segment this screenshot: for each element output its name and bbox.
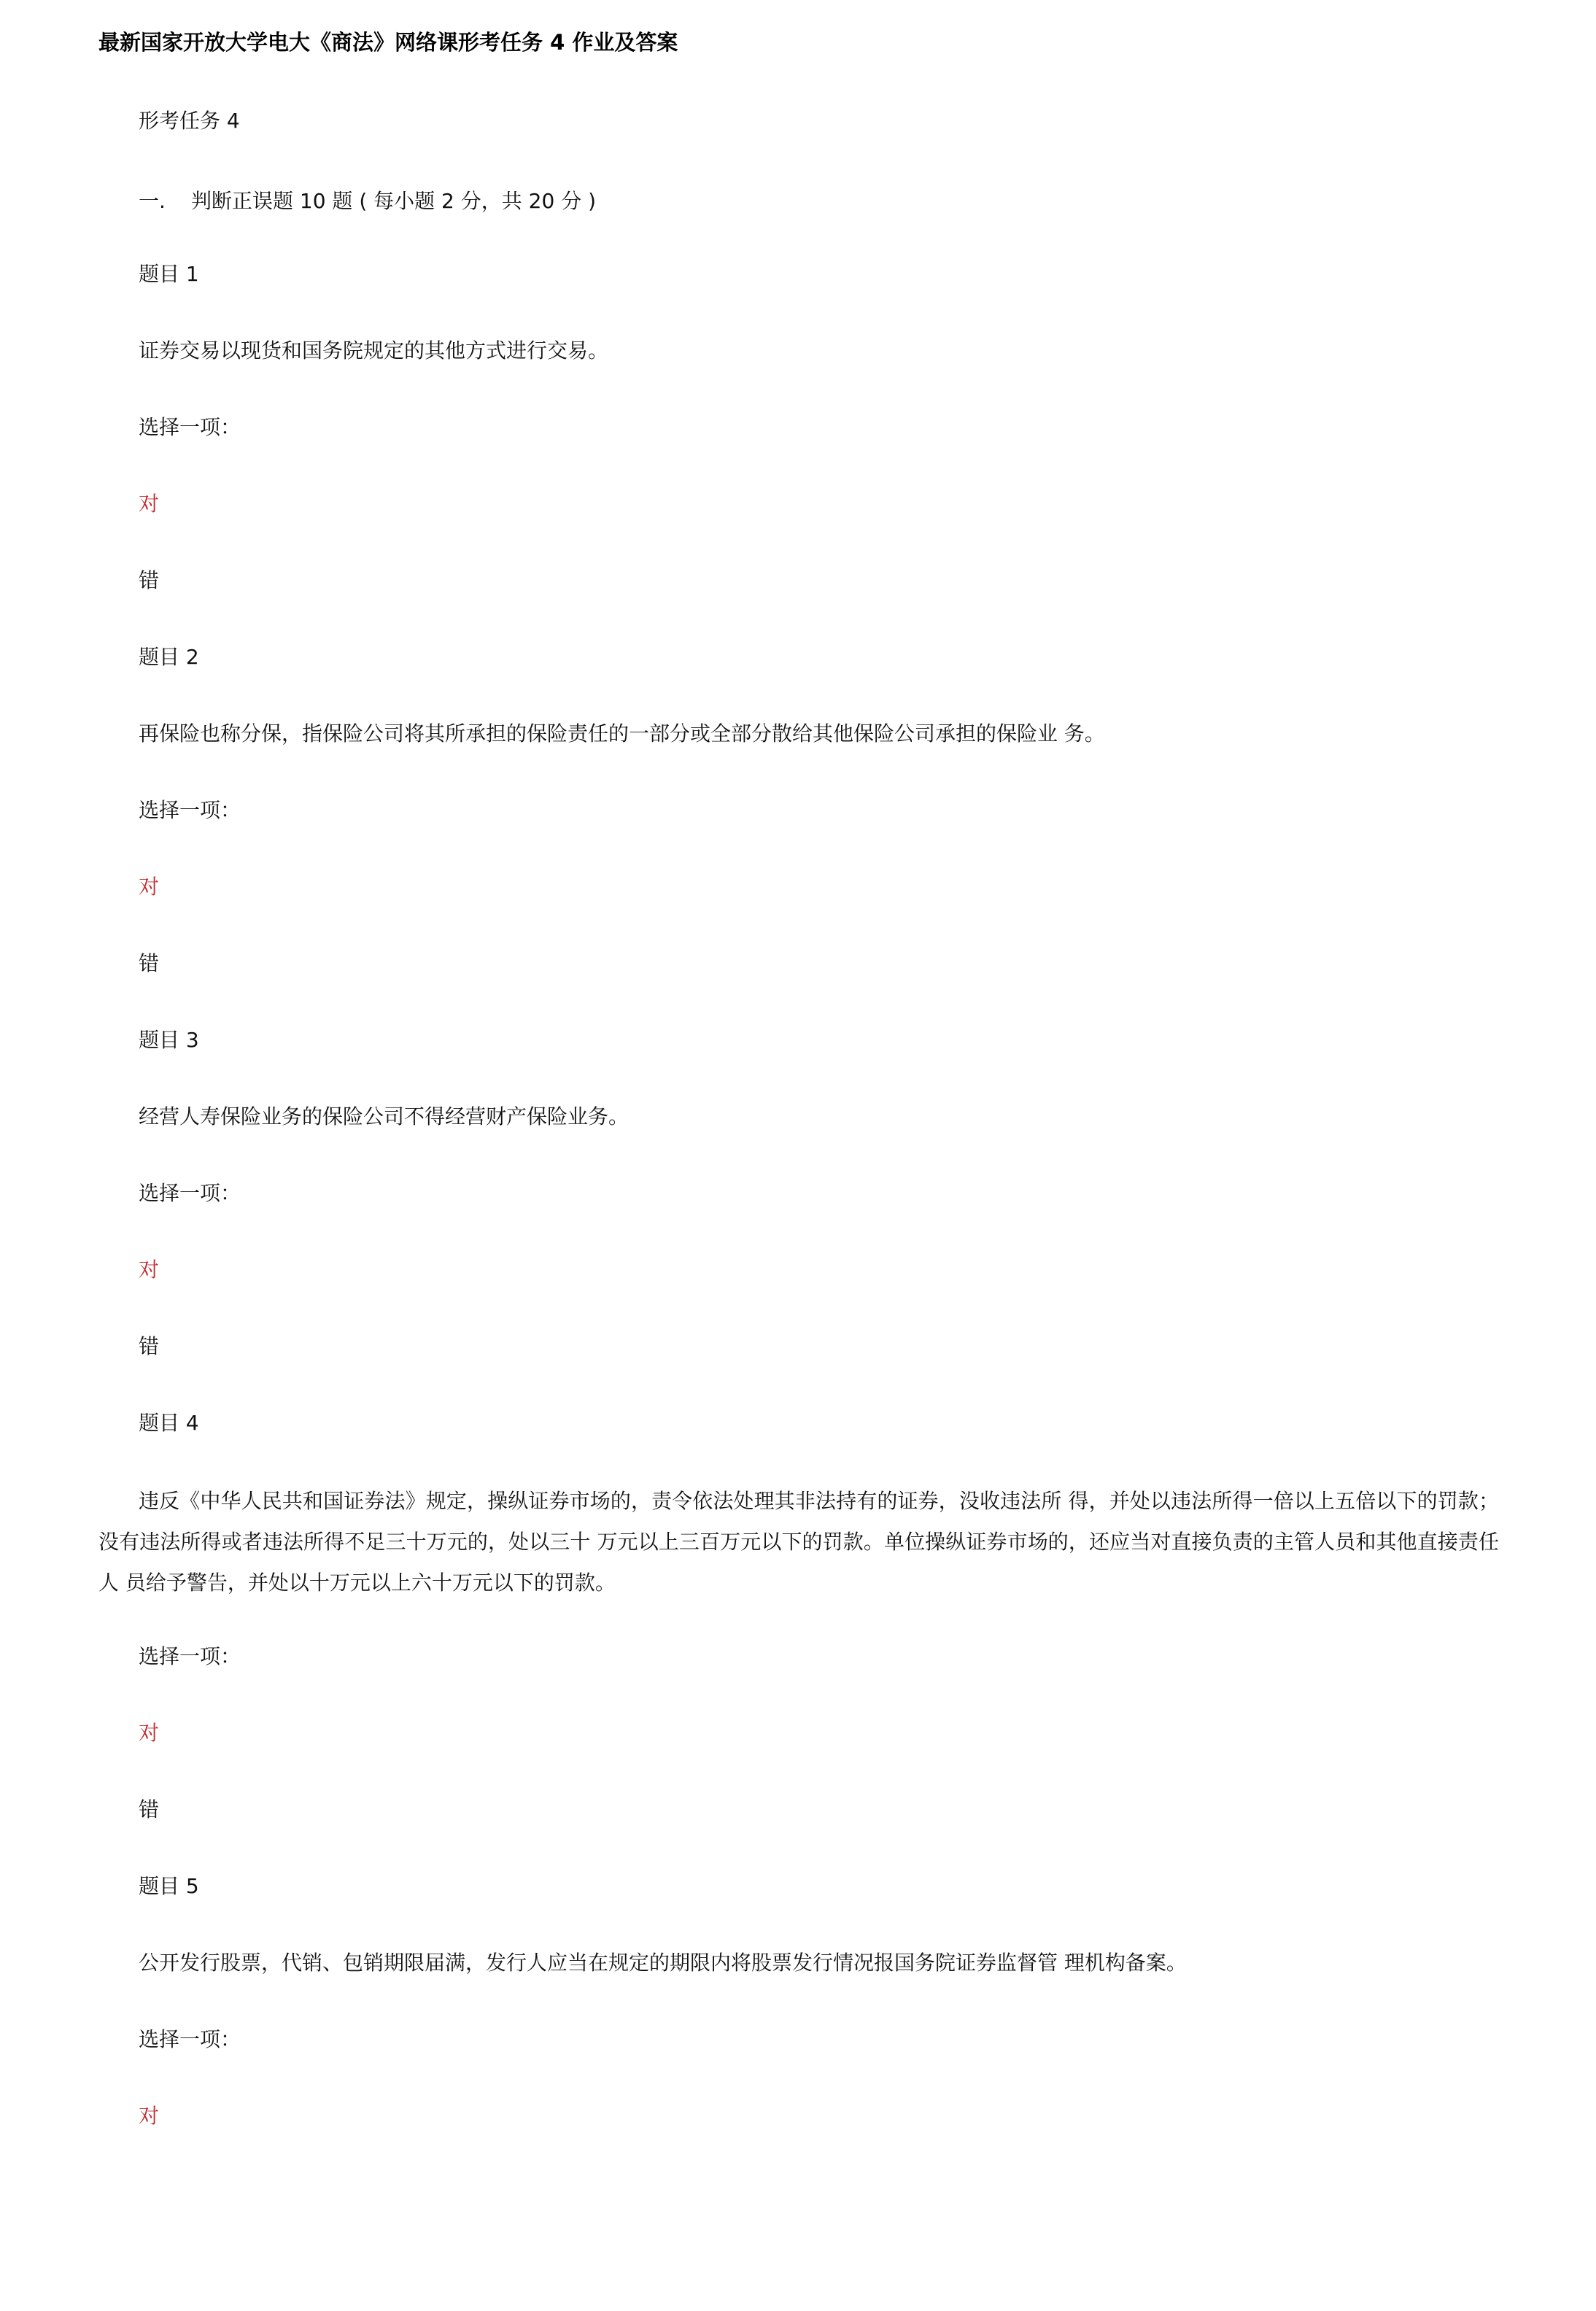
section-number: 一. [139,189,166,213]
option-correct-answer[interactable]: 对 [139,1258,160,1282]
section-text: 判断正误题 10 题 ( 每小题 2 分，共 20 分 ) [191,189,597,213]
question-text: 经营人寿保险业务的保险公司不得经营财产保险业务。 [139,1104,630,1129]
document-title: 最新国家开放大学电大《商法》网络课形考任务 4 作业及答案 [98,30,678,55]
option-wrong[interactable]: 错 [139,1334,160,1358]
task-heading: 形考任务 4 [139,109,240,133]
question-label: 题目 2 [139,645,199,669]
question-label: 题目 4 [139,1411,199,1435]
option-correct-answer[interactable]: 对 [139,1721,160,1745]
choice-prompt: 选择一项： [139,798,241,822]
question-text: 公开发行股票，代销、包销期限届满，发行人应当在规定的期限内将股票发行情况报国务院证券监督管 理机构备案。 [139,1951,1187,1975]
option-correct-answer[interactable]: 对 [139,2104,160,2128]
question-label: 题目 3 [139,1028,199,1052]
option-wrong[interactable]: 错 [139,568,160,592]
choice-prompt: 选择一项： [139,415,241,439]
question-label: 题目 1 [139,262,199,286]
section-heading [139,187,596,216]
option-wrong[interactable]: 错 [139,1797,160,1822]
question-label: 题目 5 [139,1874,199,1898]
choice-prompt: 选择一项： [139,1644,241,1668]
question-text: 再保险也称分保，指保险公司将其所承担的保险责任的一部分或全部分散给其他保险公司承担的保险业 务。 [139,721,1105,746]
choice-prompt: 选择一项： [139,1181,241,1205]
question-text: 违反《中华人民共和国证券法》规定，操纵证券市场的，责令依法处理其非法持有的证券，没收违法所 得，并处以违法所得一倍以上五倍以下的罚款；没有违法所得或者违法所得不足三十万元的，处以三十 万元以上三百万元以下的罚款。单位操纵证券市场的，还应当对直接负责的主管人员和其他直接责任人 员给予警告，并处以十万元以上六十万元以下的罚款。 [98,1489,1499,1595]
question-text: 证券交易以现货和国务院规定的其他方式进行交易。 [139,338,609,363]
choice-prompt: 选择一项： [139,2027,241,2051]
option-correct-answer[interactable]: 对 [139,492,160,516]
option-correct-answer[interactable]: 对 [139,875,160,899]
option-wrong[interactable]: 错 [139,951,160,975]
